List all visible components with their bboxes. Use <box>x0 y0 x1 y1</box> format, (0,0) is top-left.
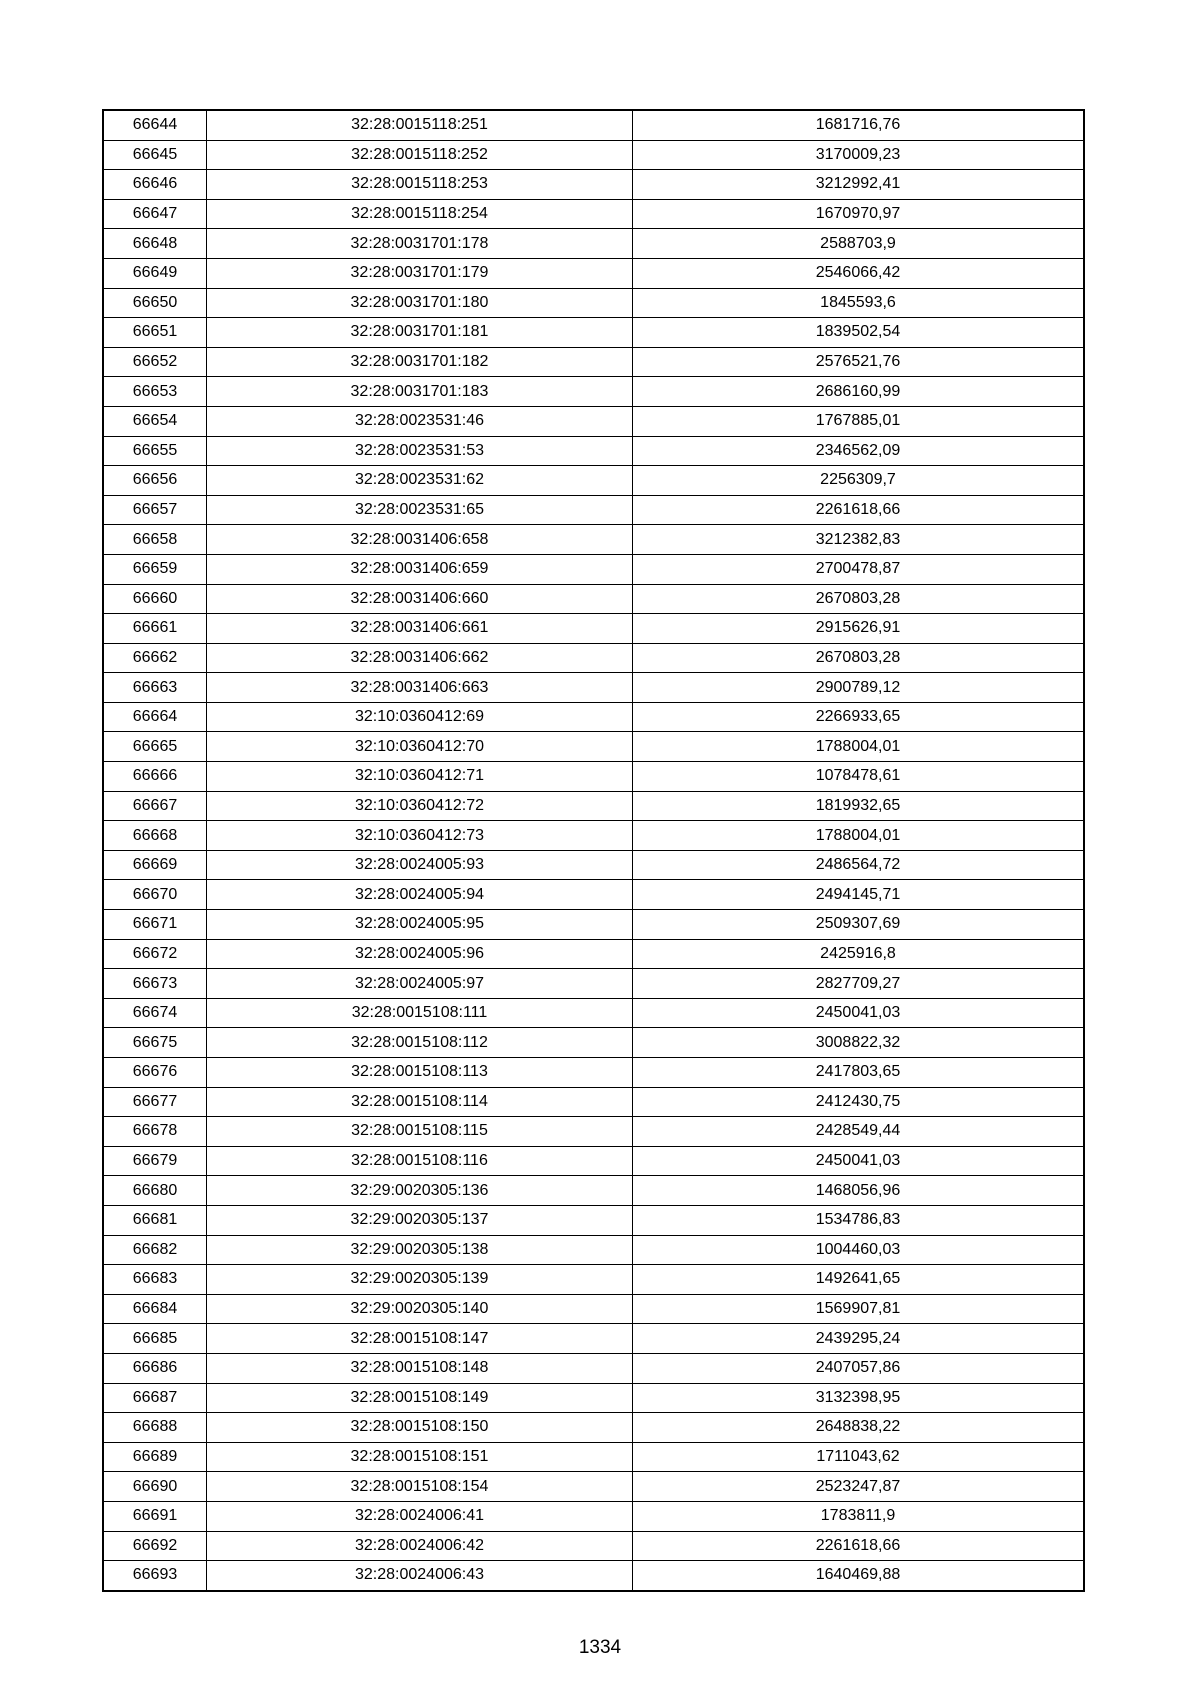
row-number-cell: 66668 <box>103 821 207 851</box>
cadastral-value-cell: 1640469,88 <box>633 1561 1085 1591</box>
table-row <box>103 939 1084 969</box>
table-row <box>103 880 1084 910</box>
table-row <box>103 1146 1084 1176</box>
cadastral-value-cell: 3212992,41 <box>633 170 1085 200</box>
row-number-cell: 66647 <box>103 199 207 229</box>
cadastral-number-cell: 32:28:0015108:115 <box>207 1117 633 1147</box>
cadastral-number-cell: 32:10:0360412:69 <box>207 702 633 732</box>
cadastral-number-cell: 32:28:0024005:96 <box>207 939 633 969</box>
table-row <box>103 1294 1084 1324</box>
table-row <box>103 1501 1084 1531</box>
cadastral-value-cell: 1711043,62 <box>633 1442 1085 1472</box>
row-number-cell: 66659 <box>103 554 207 584</box>
cadastral-number-cell: 32:28:0024005:93 <box>207 850 633 880</box>
cadastral-value-cell: 2576521,76 <box>633 347 1085 377</box>
cadastral-number-cell: 32:28:0015108:112 <box>207 1028 633 1058</box>
cadastral-value-cell: 1767885,01 <box>633 406 1085 436</box>
cadastral-number-cell: 32:28:0023531:46 <box>207 406 633 436</box>
cadastral-value-cell: 3008822,32 <box>633 1028 1085 1058</box>
cadastral-value-cell: 2670803,28 <box>633 584 1085 614</box>
table-row <box>103 495 1084 525</box>
cadastral-value-cell: 1078478,61 <box>633 762 1085 792</box>
cadastral-value-cell: 2509307,69 <box>633 910 1085 940</box>
table-row <box>103 1561 1084 1591</box>
row-number-cell: 66689 <box>103 1442 207 1472</box>
row-number-cell: 66655 <box>103 436 207 466</box>
cadastral-number-cell: 32:28:0015108:149 <box>207 1383 633 1413</box>
cadastral-number-cell: 32:10:0360412:73 <box>207 821 633 851</box>
row-number-cell: 66653 <box>103 377 207 407</box>
table-row <box>103 998 1084 1028</box>
cadastral-value-cell: 2546066,42 <box>633 258 1085 288</box>
row-number-cell: 66675 <box>103 1028 207 1058</box>
table-row <box>103 258 1084 288</box>
table-row <box>103 406 1084 436</box>
row-number-cell: 66649 <box>103 258 207 288</box>
cadastral-number-cell: 32:28:0031406:658 <box>207 525 633 555</box>
row-number-cell: 66690 <box>103 1472 207 1502</box>
table-row <box>103 170 1084 200</box>
cadastral-value-cell: 2439295,24 <box>633 1324 1085 1354</box>
cadastral-number-cell: 32:28:0015108:116 <box>207 1146 633 1176</box>
cadastral-value-cell: 2827709,27 <box>633 969 1085 999</box>
table-row <box>103 554 1084 584</box>
row-number-cell: 66686 <box>103 1353 207 1383</box>
cadastral-value-cell: 1788004,01 <box>633 821 1085 851</box>
cadastral-value-cell: 1569907,81 <box>633 1294 1085 1324</box>
row-number-cell: 66650 <box>103 288 207 318</box>
table-row <box>103 643 1084 673</box>
row-number-cell: 66674 <box>103 998 207 1028</box>
table-row <box>103 969 1084 999</box>
table-row <box>103 791 1084 821</box>
cadastral-number-cell: 32:28:0031406:661 <box>207 614 633 644</box>
cadastral-number-cell: 32:28:0023531:65 <box>207 495 633 525</box>
table-row <box>103 436 1084 466</box>
cadastral-number-cell: 32:28:0024006:42 <box>207 1531 633 1561</box>
cadastral-value-cell: 1788004,01 <box>633 732 1085 762</box>
cadastral-value-cell: 3212382,83 <box>633 525 1085 555</box>
cadastral-number-cell: 32:28:0015108:111 <box>207 998 633 1028</box>
cadastral-value-cell: 2670803,28 <box>633 643 1085 673</box>
cadastral-value-cell: 2648838,22 <box>633 1413 1085 1443</box>
cadastral-number-cell: 32:29:0020305:138 <box>207 1235 633 1265</box>
cadastral-number-cell: 32:29:0020305:137 <box>207 1205 633 1235</box>
table-row <box>103 614 1084 644</box>
cadastral-value-cell: 1670970,97 <box>633 199 1085 229</box>
cadastral-value-cell: 2428549,44 <box>633 1117 1085 1147</box>
cadastral-value-cell: 2412430,75 <box>633 1087 1085 1117</box>
row-number-cell: 66656 <box>103 466 207 496</box>
cadastral-number-cell: 32:28:0015118:252 <box>207 140 633 170</box>
row-number-cell: 66684 <box>103 1294 207 1324</box>
row-number-cell: 66692 <box>103 1531 207 1561</box>
row-number-cell: 66664 <box>103 702 207 732</box>
table-row <box>103 318 1084 348</box>
cadastral-value-cell: 3170009,23 <box>633 140 1085 170</box>
cadastral-value-cell: 2900789,12 <box>633 673 1085 703</box>
row-number-cell: 66665 <box>103 732 207 762</box>
row-number-cell: 66683 <box>103 1265 207 1295</box>
table-row <box>103 732 1084 762</box>
cadastral-number-cell: 32:28:0031701:183 <box>207 377 633 407</box>
table-row <box>103 1531 1084 1561</box>
cadastral-number-cell: 32:10:0360412:72 <box>207 791 633 821</box>
row-number-cell: 66667 <box>103 791 207 821</box>
cadastral-number-cell: 32:28:0031406:663 <box>207 673 633 703</box>
cadastral-number-cell: 32:28:0024005:94 <box>207 880 633 910</box>
cadastral-value-cell: 2450041,03 <box>633 1146 1085 1176</box>
cadastral-number-cell: 32:28:0031406:660 <box>207 584 633 614</box>
cadastral-number-cell: 32:28:0031701:182 <box>207 347 633 377</box>
table-row <box>103 1383 1084 1413</box>
cadastral-value-cell: 2256309,7 <box>633 466 1085 496</box>
table-row <box>103 1442 1084 1472</box>
cadastral-value-cell: 2494145,71 <box>633 880 1085 910</box>
row-number-cell: 66662 <box>103 643 207 673</box>
row-number-cell: 66646 <box>103 170 207 200</box>
cadastral-value-cell: 1681716,76 <box>633 110 1085 140</box>
cadastral-number-cell: 32:29:0020305:136 <box>207 1176 633 1206</box>
table-row <box>103 1117 1084 1147</box>
cadastral-value-cell: 2261618,66 <box>633 495 1085 525</box>
table-row <box>103 466 1084 496</box>
row-number-cell: 66676 <box>103 1058 207 1088</box>
table-row <box>103 1324 1084 1354</box>
row-number-cell: 66691 <box>103 1501 207 1531</box>
cadastral-value-cell: 1534786,83 <box>633 1205 1085 1235</box>
row-number-cell: 66680 <box>103 1176 207 1206</box>
row-number-cell: 66672 <box>103 939 207 969</box>
table-row <box>103 288 1084 318</box>
cadastral-number-cell: 32:28:0031701:180 <box>207 288 633 318</box>
table-body <box>103 110 1084 1591</box>
table-row <box>103 850 1084 880</box>
cadastral-value-cell: 2486564,72 <box>633 850 1085 880</box>
row-number-cell: 66671 <box>103 910 207 940</box>
row-number-cell: 66663 <box>103 673 207 703</box>
row-number-cell: 66645 <box>103 140 207 170</box>
cadastral-number-cell: 32:28:0015108:147 <box>207 1324 633 1354</box>
cadastral-value-cell: 2346562,09 <box>633 436 1085 466</box>
row-number-cell: 66681 <box>103 1205 207 1235</box>
cadastral-value-cell: 1819932,65 <box>633 791 1085 821</box>
table-row <box>103 1058 1084 1088</box>
cadastral-value-cell: 2266933,65 <box>633 702 1085 732</box>
cadastral-value-cell: 2588703,9 <box>633 229 1085 259</box>
cadastral-value-table <box>102 109 1085 1592</box>
cadastral-number-cell: 32:28:0015118:253 <box>207 170 633 200</box>
table-row <box>103 1353 1084 1383</box>
table-row <box>103 762 1084 792</box>
cadastral-value-cell: 2700478,87 <box>633 554 1085 584</box>
row-number-cell: 66658 <box>103 525 207 555</box>
table-row <box>103 199 1084 229</box>
cadastral-number-cell: 32:28:0015118:251 <box>207 110 633 140</box>
cadastral-number-cell: 32:28:0015108:150 <box>207 1413 633 1443</box>
row-number-cell: 66682 <box>103 1235 207 1265</box>
cadastral-value-cell: 2261618,66 <box>633 1531 1085 1561</box>
table-row <box>103 1235 1084 1265</box>
row-number-cell: 66654 <box>103 406 207 436</box>
cadastral-value-cell: 1004460,03 <box>633 1235 1085 1265</box>
cadastral-number-cell: 32:28:0015108:114 <box>207 1087 633 1117</box>
cadastral-value-cell: 3132398,95 <box>633 1383 1085 1413</box>
row-number-cell: 66688 <box>103 1413 207 1443</box>
cadastral-number-cell: 32:29:0020305:139 <box>207 1265 633 1295</box>
cadastral-number-cell: 32:28:0031406:659 <box>207 554 633 584</box>
cadastral-number-cell: 32:10:0360412:71 <box>207 762 633 792</box>
table-row <box>103 347 1084 377</box>
table-row <box>103 910 1084 940</box>
table-row <box>103 1472 1084 1502</box>
cadastral-number-cell: 32:10:0360412:70 <box>207 732 633 762</box>
row-number-cell: 66652 <box>103 347 207 377</box>
cadastral-value-cell: 2450041,03 <box>633 998 1085 1028</box>
row-number-cell: 66687 <box>103 1383 207 1413</box>
table-row <box>103 140 1084 170</box>
table-row <box>103 1176 1084 1206</box>
cadastral-number-cell: 32:29:0020305:140 <box>207 1294 633 1324</box>
row-number-cell: 66666 <box>103 762 207 792</box>
row-number-cell: 66644 <box>103 110 207 140</box>
cadastral-number-cell: 32:28:0015108:151 <box>207 1442 633 1472</box>
cadastral-value-cell: 1839502,54 <box>633 318 1085 348</box>
row-number-cell: 66685 <box>103 1324 207 1354</box>
cadastral-number-cell: 32:28:0015118:254 <box>207 199 633 229</box>
cadastral-number-cell: 32:28:0024005:97 <box>207 969 633 999</box>
row-number-cell: 66670 <box>103 880 207 910</box>
cadastral-value-cell: 2523247,87 <box>633 1472 1085 1502</box>
table-row <box>103 702 1084 732</box>
cadastral-number-cell: 32:28:0031701:181 <box>207 318 633 348</box>
table-row <box>103 1265 1084 1295</box>
table-row <box>103 110 1084 140</box>
table-row <box>103 1205 1084 1235</box>
table-row <box>103 525 1084 555</box>
cadastral-value-cell: 1783811,9 <box>633 1501 1085 1531</box>
row-number-cell: 66651 <box>103 318 207 348</box>
table-row <box>103 229 1084 259</box>
table-row <box>103 377 1084 407</box>
row-number-cell: 66678 <box>103 1117 207 1147</box>
cadastral-value-cell: 2407057,86 <box>633 1353 1085 1383</box>
cadastral-value-cell: 1492641,65 <box>633 1265 1085 1295</box>
cadastral-number-cell: 32:28:0031406:662 <box>207 643 633 673</box>
cadastral-value-cell: 2425916,8 <box>633 939 1085 969</box>
page-number: 1334 <box>578 1637 622 1658</box>
cadastral-value-cell: 1845593,6 <box>633 288 1085 318</box>
table-row <box>103 673 1084 703</box>
table-row <box>103 584 1084 614</box>
row-number-cell: 66679 <box>103 1146 207 1176</box>
cadastral-number-cell: 32:28:0024006:41 <box>207 1501 633 1531</box>
table-row <box>103 1087 1084 1117</box>
row-number-cell: 66648 <box>103 229 207 259</box>
cadastral-number-cell: 32:28:0031701:178 <box>207 229 633 259</box>
cadastral-value-cell: 2686160,99 <box>633 377 1085 407</box>
table-row <box>103 1028 1084 1058</box>
cadastral-value-cell: 2417803,65 <box>633 1058 1085 1088</box>
row-number-cell: 66660 <box>103 584 207 614</box>
row-number-cell: 66661 <box>103 614 207 644</box>
row-number-cell: 66657 <box>103 495 207 525</box>
row-number-cell: 66669 <box>103 850 207 880</box>
cadastral-number-cell: 32:28:0024005:95 <box>207 910 633 940</box>
table-row <box>103 1413 1084 1443</box>
row-number-cell: 66673 <box>103 969 207 999</box>
cadastral-number-cell: 32:28:0023531:62 <box>207 466 633 496</box>
table-row <box>103 821 1084 851</box>
cadastral-value-cell: 1468056,96 <box>633 1176 1085 1206</box>
row-number-cell: 66693 <box>103 1561 207 1591</box>
cadastral-number-cell: 32:28:0015108:113 <box>207 1058 633 1088</box>
cadastral-number-cell: 32:28:0031701:179 <box>207 258 633 288</box>
cadastral-number-cell: 32:28:0024006:43 <box>207 1561 633 1591</box>
cadastral-value-cell: 2915626,91 <box>633 614 1085 644</box>
cadastral-number-cell: 32:28:0015108:154 <box>207 1472 633 1502</box>
cadastral-number-cell: 32:28:0015108:148 <box>207 1353 633 1383</box>
row-number-cell: 66677 <box>103 1087 207 1117</box>
cadastral-number-cell: 32:28:0023531:53 <box>207 436 633 466</box>
